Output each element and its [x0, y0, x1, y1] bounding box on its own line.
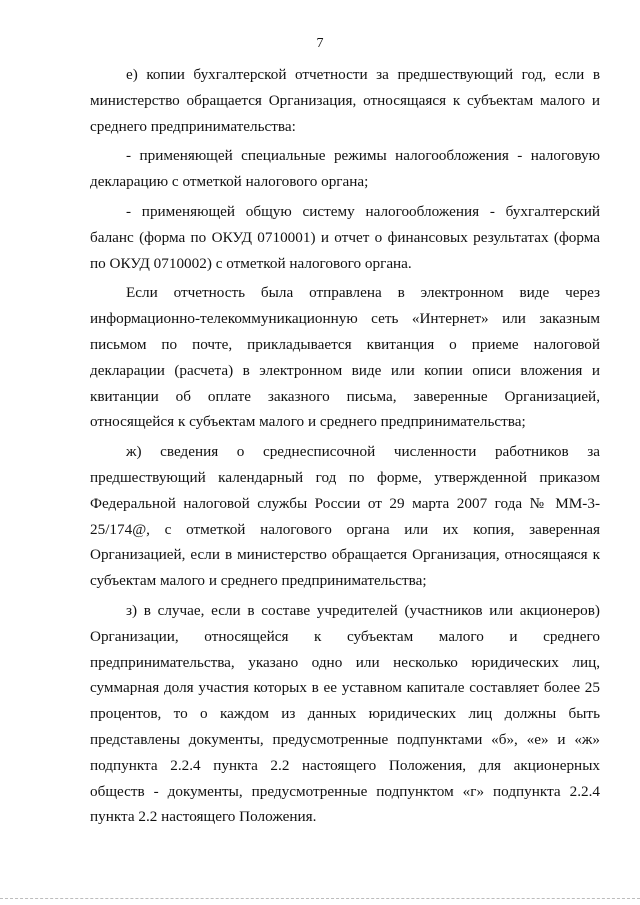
text-line: декларацию с отметкой налогового органа;	[90, 173, 369, 191]
text-line: подпункта 2.2.4 пункта 2.2 настоящего Положения, для акционерных	[90, 756, 600, 774]
text-line: суммарная доля участия которых в ее уставном капитале составляет более 25	[90, 679, 600, 697]
text-line: обществ - документы, предусмотренные подпунктом «г» подпункта 2.2.4	[90, 782, 600, 800]
text-line: субъектам малого и среднего предпринимательства;	[90, 572, 427, 590]
text-line: министерство обращается Организация, относящаяся к субъектам малого и	[90, 91, 600, 109]
paragraph-e	[90, 62, 600, 139]
text-line: з) в случае, если в составе учредителей (участников или акционеров)	[126, 601, 600, 619]
text-line: квитанции об оплате заказного письма, заверенные Организацией,	[90, 387, 600, 405]
text-line: пункта 2.2 настоящего Положения.	[90, 808, 317, 826]
text-line: предпринимательства, указано одно или несколько юридических лиц,	[90, 653, 600, 671]
text-line: среднего предпринимательства:	[90, 117, 296, 135]
paragraph-general-regime	[90, 199, 600, 276]
text-line: ж) сведения о среднесписочной численности работников за	[126, 443, 600, 461]
text-line: предшествующий календарный год по форме, утвержденной приказом	[90, 468, 600, 486]
text-line: Федеральной налоговой службы России от 29 марта 2007 года № ММ-3-	[90, 494, 600, 512]
document-body	[90, 62, 600, 830]
text-line: представлены документы, предусмотренные подпунктами «б», «е» и «ж»	[90, 730, 600, 748]
page-number: 7	[316, 36, 324, 51]
text-line: - применяющей общую систему налогообложения - бухгалтерский	[126, 202, 600, 220]
text-line: Организацией, если в министерство обращается Организация, относящаяся к	[90, 546, 600, 564]
paragraph-z	[90, 598, 600, 830]
scan-edge-line	[0, 898, 640, 899]
text-line: баланс (форма по ОКУД 0710001) и отчет о финансовых результатах (форма	[90, 228, 600, 246]
text-line: информационно-телекоммуникационную сеть «Интернет» или заказным	[90, 310, 600, 328]
text-line: е) копии бухгалтерской отчетности за предшествующий год, если в	[126, 66, 600, 83]
text-line: Если отчетность была отправлена в электронном виде через	[126, 284, 600, 302]
paragraph-special-regime	[90, 143, 600, 195]
text-line: - применяющей специальные режимы налогообложения - налоговую	[126, 147, 600, 165]
paragraph-zh	[90, 439, 600, 594]
paragraph-electronic-submission	[90, 280, 600, 435]
text-line: процентов, то о каждом из данных юридических лиц должны быть	[90, 705, 600, 723]
text-line: декларации (расчета) в электронном виде или копии описи вложения и	[90, 361, 600, 379]
text-line: относящейся к субъектам малого и среднего предпринимательства;	[90, 413, 526, 431]
text-line: по ОКУД 0710002) с отметкой налогового органа.	[90, 254, 412, 272]
text-line: письмом по почте, прикладывается квитанция о приеме налоговой	[90, 335, 600, 353]
text-line: 25/174@, с отметкой налогового органа или их копия, заверенная	[90, 520, 600, 538]
text-line: Организации, относящейся к субъектам малого и среднего	[90, 627, 600, 645]
